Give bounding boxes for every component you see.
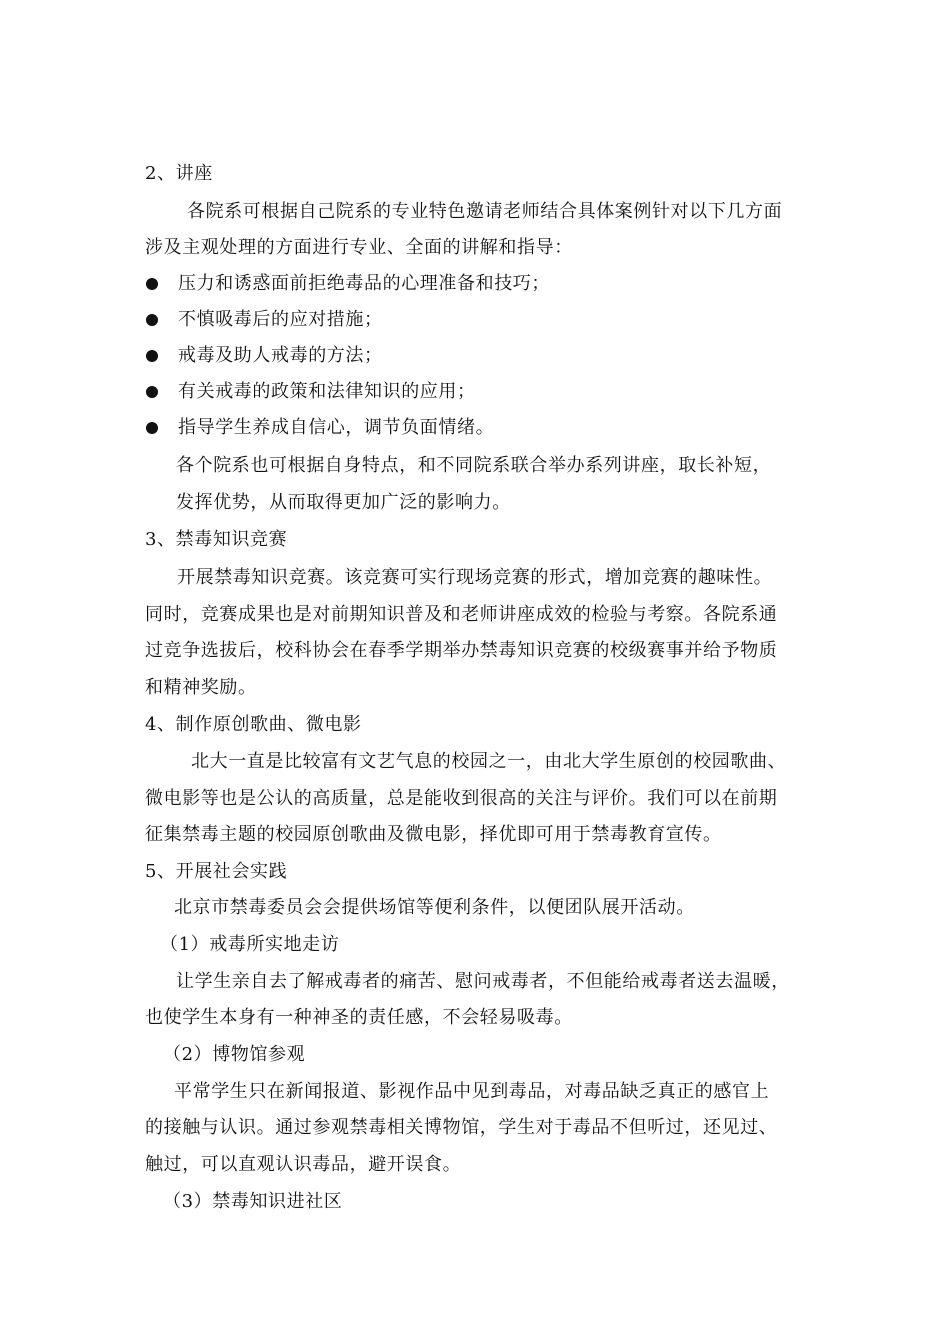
paragraph-line: 开展禁毒知识竞赛。该竞赛可实行现场竞赛的形式，增加竞赛的趣味性。 [177,567,773,588]
subheading-community-outreach: （3）禁毒知识进社区 [163,1191,343,1212]
bullet-item: 不慎吸毒后的应对措施； [178,309,383,330]
bullet-icon [146,422,158,434]
paragraph-line: 征集禁毒主题的校园原创歌曲及微电影，择优即可用于禁毒教育宣传。 [145,824,722,845]
bullet-icon [146,314,158,326]
paragraph-line: 让学生亲自去了解戒毒者的痛苦、慰问戒毒者，不但能给戒毒者送去温暖， [176,971,790,992]
paragraph-line: 平常学生只在新闻报道、影视作品中见到毒品，对毒品缺乏真正的感官上 [174,1081,770,1102]
paragraph-line: 北京市禁毒委员会会提供场馆等便利条件，以便团队展开活动。 [174,897,695,918]
paragraph-line: 也使学生本身有一种神圣的责任感，不会轻易吸毒。 [145,1007,573,1028]
paragraph-line: 涉及主观处理的方面进行专业、全面的讲解和指导： [145,237,573,258]
bullet-item: 压力和诱惑面前拒绝毒品的心理准备和技巧； [178,273,550,294]
bullet-item: 有关戒毒的政策和法律知识的应用； [178,381,476,402]
paragraph-line: 同时，竞赛成果也是对前期知识普及和老师讲座成效的检验与考察。各院系通 [145,604,778,625]
subheading-rehab-visit: （1）戒毒所实地走访 [160,934,340,955]
paragraph-line: 各院系可根据自己院系的专业特色邀请老师结合具体案例针对以下几方面 [187,201,783,222]
section-heading-social-practice: 5、开展社会实践 [145,861,288,882]
paragraph-line: 各个院系也可根据自身特点，和不同院系联合举办系列讲座，取长补短， [176,455,772,476]
bullet-icon [146,350,158,362]
bullet-item: 指导学生养成自信心，调节负面情绪。 [178,417,495,438]
paragraph-line: 微电影等也是公认的高质量，总是能收到很高的关注与评价。我们可以在前期 [145,788,778,809]
paragraph-line: 北大一直是比较富有文艺气息的校园之一，由北大学生原创的校园歌曲、 [191,751,787,772]
subheading-museum-visit: （2）博物馆参观 [163,1044,306,1065]
paragraph-line: 发挥优势，从而取得更加广泛的影响力。 [176,492,511,513]
paragraph-line: 和精神奖励。 [145,677,257,698]
bullet-icon [146,278,158,290]
paragraph-line: 触过，可以直观认识毒品，避开误食。 [145,1154,462,1175]
section-heading-knowledge-contest: 3、禁毒知识竞赛 [145,529,288,550]
bullet-item: 戒毒及助人戒毒的方法； [178,345,383,366]
paragraph-line: 过竞争选拔后，校科协会在春季学期举办禁毒知识竞赛的校级赛事并给予物质 [145,640,778,661]
section-heading-original-works: 4、制作原创歌曲、微电影 [145,714,362,735]
section-heading-lecture: 2、讲座 [145,163,213,184]
paragraph-line: 的接触与认识。通过参观禁毒相关博物馆，学生对于毒品不但听过，还见过、 [145,1117,778,1138]
bullet-icon [146,386,158,398]
